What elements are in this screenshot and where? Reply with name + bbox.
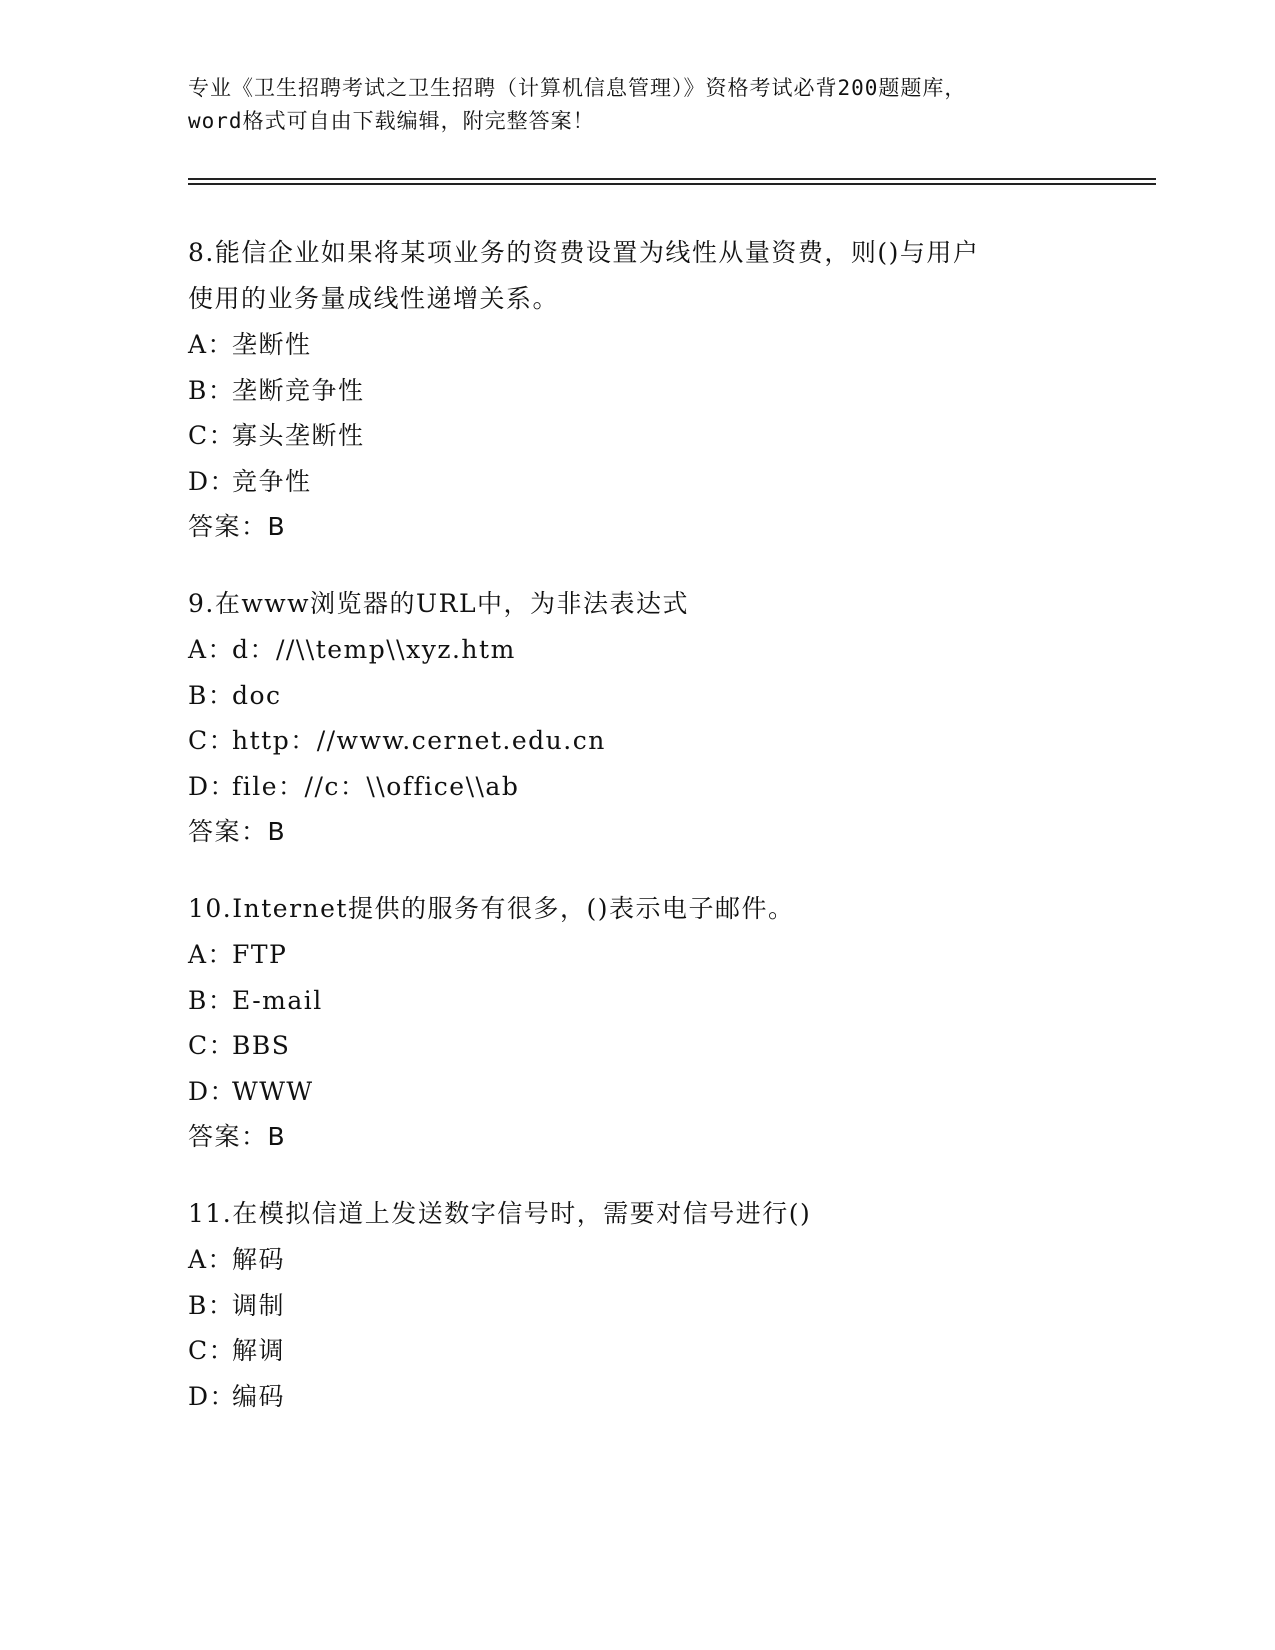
answer-prefix: 答案： [188, 512, 268, 541]
header-line-1: 专业《卫生招聘考试之卫生招聘（计算机信息管理）》资格考试必背200题题库， [188, 76, 967, 100]
question-stem-line: 9.在www浏览器的URL中，为非法表达式 [188, 589, 690, 618]
question-stem [188, 886, 1068, 932]
question-stem-line: 使用的业务量成线性递增关系。 [188, 284, 560, 313]
option-a [188, 1237, 1068, 1283]
option-b [188, 978, 1068, 1024]
option-key: A： [188, 635, 235, 664]
answer-value: B [267, 1122, 287, 1151]
option-key: B： [188, 985, 235, 1015]
option-key: A： [188, 330, 235, 359]
question-stem [188, 230, 1068, 322]
answer-line [188, 1114, 1068, 1160]
question-10 [188, 886, 1068, 1160]
option-key: B： [188, 375, 235, 405]
question-stem-line: 11.在模拟信道上发送数字信号时，需要对信号进行() [188, 1199, 812, 1228]
header-divider-top [188, 178, 1156, 180]
option-text: 垄断性 [232, 330, 312, 359]
option-key: D： [188, 466, 237, 496]
option-key: B： [188, 1290, 235, 1320]
option-key: C： [188, 421, 236, 450]
option-a [188, 322, 1068, 368]
answer-value: B [267, 512, 287, 541]
header-divider-bottom [188, 183, 1156, 185]
header-line-2: word格式可自由下载编辑，附完整答案！ [188, 109, 595, 133]
option-d [188, 1069, 1068, 1115]
option-key: C： [188, 1336, 236, 1365]
option-b [188, 368, 1068, 414]
option-b [188, 1283, 1068, 1329]
option-text: WWW [232, 1076, 314, 1106]
option-a [188, 932, 1068, 978]
option-d [188, 1374, 1068, 1420]
option-text: E-mail [232, 985, 323, 1015]
option-text: 调制 [232, 1290, 286, 1320]
option-text: 寡头垄断性 [232, 421, 365, 450]
option-text: file：//c：\\office\\ab [232, 771, 520, 801]
question-stem-line: 10.Internet提供的服务有很多，()表示电子邮件。 [188, 894, 795, 923]
answer-line [188, 504, 1068, 550]
question-stem [188, 1191, 1068, 1237]
option-c [188, 718, 1068, 764]
option-a [188, 627, 1068, 673]
option-d [188, 764, 1068, 810]
option-c [188, 413, 1068, 459]
option-c [188, 1328, 1068, 1374]
option-text: doc [232, 680, 282, 710]
option-key: D： [188, 771, 237, 801]
option-text: 解码 [232, 1245, 286, 1274]
question-stem-line: 8.能信企业如果将某项业务的资费设置为线性从量资费，则()与用户 [188, 238, 980, 267]
option-key: D： [188, 1381, 237, 1411]
option-key: D： [188, 1076, 237, 1106]
option-key: C： [188, 1031, 236, 1060]
answer-prefix: 答案： [188, 1122, 268, 1151]
option-key: A： [188, 940, 235, 969]
option-text: BBS [232, 1031, 291, 1060]
option-text: FTP [232, 940, 288, 969]
question-stem [188, 581, 1068, 627]
question-11 [188, 1191, 1068, 1419]
option-d [188, 459, 1068, 505]
option-b [188, 673, 1068, 719]
option-text: 编码 [232, 1381, 286, 1411]
option-text: 解调 [232, 1336, 286, 1365]
answer-line [188, 809, 1068, 855]
option-text: http：//www.cernet.edu.cn [232, 726, 606, 755]
option-key: B： [188, 680, 235, 710]
answer-value: B [267, 817, 287, 846]
option-text: d：//\\temp\\xyz.htm [232, 635, 516, 664]
option-c [188, 1023, 1068, 1069]
option-text: 垄断竞争性 [232, 375, 365, 405]
document-header [188, 72, 1088, 138]
question-9 [188, 581, 1068, 855]
option-key: C： [188, 726, 236, 755]
option-key: A： [188, 1245, 235, 1274]
answer-prefix: 答案： [188, 817, 268, 846]
question-8 [188, 230, 1068, 550]
option-text: 竞争性 [232, 466, 312, 496]
